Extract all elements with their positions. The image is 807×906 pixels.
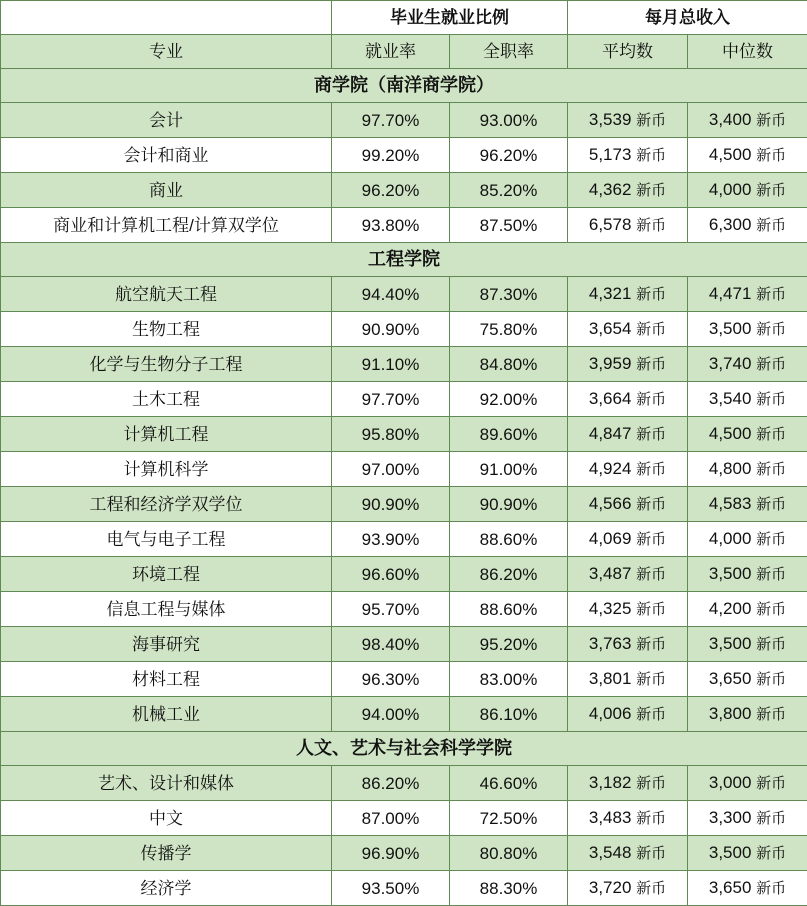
cell-major: 计算机科学 — [1, 452, 332, 487]
table-row — [1, 627, 807, 662]
cell-median-income: 3,500 新币 — [688, 557, 807, 592]
cell-mean-income: 3,720 新币 — [568, 871, 688, 906]
cell-employment-rate: 93.50% — [332, 871, 450, 906]
table-row — [1, 592, 807, 627]
table-row — [1, 103, 807, 138]
header-cell-monthly-income: 每月总收入 — [568, 1, 807, 35]
cell-major: 传播学 — [1, 836, 332, 871]
cell-major: 会计和商业 — [1, 138, 332, 173]
cell-employment-rate: 96.60% — [332, 557, 450, 592]
cell-employment-rate: 95.80% — [332, 417, 450, 452]
cell-median-income: 4,500 新币 — [688, 138, 807, 173]
cell-median-income: 3,740 新币 — [688, 347, 807, 382]
cell-employment-rate: 93.80% — [332, 208, 450, 243]
cell-employment-rate: 97.70% — [332, 103, 450, 138]
cell-median-income: 3,540 新币 — [688, 382, 807, 417]
cell-mean-income: 3,539 新币 — [568, 103, 688, 138]
cell-employment-rate: 93.90% — [332, 522, 450, 557]
cell-major: 商业 — [1, 173, 332, 208]
table-row — [1, 382, 807, 417]
cell-median-income: 4,583 新币 — [688, 487, 807, 522]
cell-fulltime-rate: 84.80% — [450, 347, 568, 382]
cell-employment-rate: 96.20% — [332, 173, 450, 208]
table-row — [1, 801, 807, 836]
cell-employment-rate: 96.30% — [332, 662, 450, 697]
cell-major: 经济学 — [1, 871, 332, 906]
cell-employment-rate: 98.40% — [332, 627, 450, 662]
table-row — [1, 662, 807, 697]
table-row — [1, 766, 807, 801]
header-cell-sub-4: 中位数 — [688, 35, 807, 69]
cell-median-income: 4,471 新币 — [688, 277, 807, 312]
cell-mean-income: 3,664 新币 — [568, 382, 688, 417]
cell-median-income: 4,500 新币 — [688, 417, 807, 452]
cell-median-income: 3,650 新币 — [688, 871, 807, 906]
cell-employment-rate: 99.20% — [332, 138, 450, 173]
cell-mean-income: 3,483 新币 — [568, 801, 688, 836]
cell-fulltime-rate: 72.50% — [450, 801, 568, 836]
table-row — [1, 347, 807, 382]
cell-major: 电气与电子工程 — [1, 522, 332, 557]
cell-major: 信息工程与媒体 — [1, 592, 332, 627]
header-cell-sub-1: 就业率 — [332, 35, 450, 69]
cell-major: 计算机工程 — [1, 417, 332, 452]
table-row — [1, 312, 807, 347]
header-cell-sub-2: 全职率 — [450, 35, 568, 69]
table-group-row — [1, 69, 807, 103]
header-cell-sub-0: 专业 — [1, 35, 332, 69]
group-label: 工程学院 — [1, 243, 807, 277]
cell-median-income: 3,300 新币 — [688, 801, 807, 836]
cell-mean-income: 4,566 新币 — [568, 487, 688, 522]
cell-mean-income: 3,763 新币 — [568, 627, 688, 662]
cell-mean-income: 3,182 新币 — [568, 766, 688, 801]
cell-mean-income: 3,801 新币 — [568, 662, 688, 697]
cell-major: 艺术、设计和媒体 — [1, 766, 332, 801]
cell-employment-rate: 91.10% — [332, 347, 450, 382]
cell-fulltime-rate: 93.00% — [450, 103, 568, 138]
cell-fulltime-rate: 90.90% — [450, 487, 568, 522]
cell-major: 机械工业 — [1, 697, 332, 732]
cell-employment-rate: 90.90% — [332, 487, 450, 522]
cell-median-income: 3,650 新币 — [688, 662, 807, 697]
cell-median-income: 4,800 新币 — [688, 452, 807, 487]
cell-median-income: 3,500 新币 — [688, 627, 807, 662]
cell-median-income: 4,000 新币 — [688, 522, 807, 557]
cell-employment-rate: 95.70% — [332, 592, 450, 627]
cell-fulltime-rate: 91.00% — [450, 452, 568, 487]
table-group-row — [1, 732, 807, 766]
cell-major: 中文 — [1, 801, 332, 836]
cell-mean-income: 3,654 新币 — [568, 312, 688, 347]
cell-fulltime-rate: 88.30% — [450, 871, 568, 906]
cell-fulltime-rate: 89.60% — [450, 417, 568, 452]
group-label: 人文、艺术与社会科学学院 — [1, 732, 807, 766]
table-row — [1, 452, 807, 487]
cell-fulltime-rate: 87.30% — [450, 277, 568, 312]
cell-mean-income: 4,362 新币 — [568, 173, 688, 208]
cell-median-income: 3,800 新币 — [688, 697, 807, 732]
cell-major: 会计 — [1, 103, 332, 138]
table-row — [1, 417, 807, 452]
table-row — [1, 871, 807, 906]
cell-fulltime-rate: 87.50% — [450, 208, 568, 243]
cell-fulltime-rate: 86.10% — [450, 697, 568, 732]
header-cell-blank — [1, 1, 332, 35]
table-row — [1, 836, 807, 871]
cell-median-income: 3,500 新币 — [688, 836, 807, 871]
cell-mean-income: 4,069 新币 — [568, 522, 688, 557]
cell-median-income: 3,500 新币 — [688, 312, 807, 347]
cell-fulltime-rate: 92.00% — [450, 382, 568, 417]
cell-mean-income: 4,321 新币 — [568, 277, 688, 312]
cell-major: 土木工程 — [1, 382, 332, 417]
cell-fulltime-rate: 85.20% — [450, 173, 568, 208]
cell-employment-rate: 97.70% — [332, 382, 450, 417]
cell-major: 航空航天工程 — [1, 277, 332, 312]
cell-mean-income: 5,173 新币 — [568, 138, 688, 173]
cell-employment-rate: 94.40% — [332, 277, 450, 312]
table-row — [1, 557, 807, 592]
table-row — [1, 173, 807, 208]
cell-median-income: 4,200 新币 — [688, 592, 807, 627]
cell-major: 生物工程 — [1, 312, 332, 347]
cell-fulltime-rate: 95.20% — [450, 627, 568, 662]
table-header-top — [1, 1, 807, 35]
cell-fulltime-rate: 80.80% — [450, 836, 568, 871]
table-row — [1, 208, 807, 243]
cell-fulltime-rate: 83.00% — [450, 662, 568, 697]
table-row — [1, 138, 807, 173]
header-cell-sub-3: 平均数 — [568, 35, 688, 69]
cell-major: 海事研究 — [1, 627, 332, 662]
cell-median-income: 3,400 新币 — [688, 103, 807, 138]
cell-employment-rate: 96.90% — [332, 836, 450, 871]
table-row — [1, 277, 807, 312]
cell-mean-income: 4,325 新币 — [568, 592, 688, 627]
cell-major: 工程和经济学双学位 — [1, 487, 332, 522]
cell-employment-rate: 86.20% — [332, 766, 450, 801]
header-cell-employment-ratio: 毕业生就业比例 — [332, 1, 568, 35]
cell-mean-income: 3,487 新币 — [568, 557, 688, 592]
table-row — [1, 522, 807, 557]
cell-fulltime-rate: 86.20% — [450, 557, 568, 592]
cell-fulltime-rate: 46.60% — [450, 766, 568, 801]
cell-fulltime-rate: 96.20% — [450, 138, 568, 173]
cell-employment-rate: 94.00% — [332, 697, 450, 732]
group-label: 商学院（南洋商学院） — [1, 69, 807, 103]
cell-major: 环境工程 — [1, 557, 332, 592]
cell-employment-rate: 97.00% — [332, 452, 450, 487]
cell-major: 化学与生物分子工程 — [1, 347, 332, 382]
table-header-sub — [1, 35, 807, 69]
cell-major: 商业和计算机工程/计算双学位 — [1, 208, 332, 243]
table-group-row — [1, 243, 807, 277]
cell-mean-income: 3,959 新币 — [568, 347, 688, 382]
cell-mean-income: 3,548 新币 — [568, 836, 688, 871]
cell-fulltime-rate: 88.60% — [450, 522, 568, 557]
table-row — [1, 697, 807, 732]
cell-fulltime-rate: 75.80% — [450, 312, 568, 347]
cell-median-income: 3,000 新币 — [688, 766, 807, 801]
table-row — [1, 487, 807, 522]
cell-median-income: 6,300 新币 — [688, 208, 807, 243]
cell-fulltime-rate: 88.60% — [450, 592, 568, 627]
cell-mean-income: 4,006 新币 — [568, 697, 688, 732]
cell-median-income: 4,000 新币 — [688, 173, 807, 208]
cell-mean-income: 4,924 新币 — [568, 452, 688, 487]
cell-employment-rate: 87.00% — [332, 801, 450, 836]
cell-employment-rate: 90.90% — [332, 312, 450, 347]
cell-mean-income: 4,847 新币 — [568, 417, 688, 452]
cell-mean-income: 6,578 新币 — [568, 208, 688, 243]
cell-major: 材料工程 — [1, 662, 332, 697]
